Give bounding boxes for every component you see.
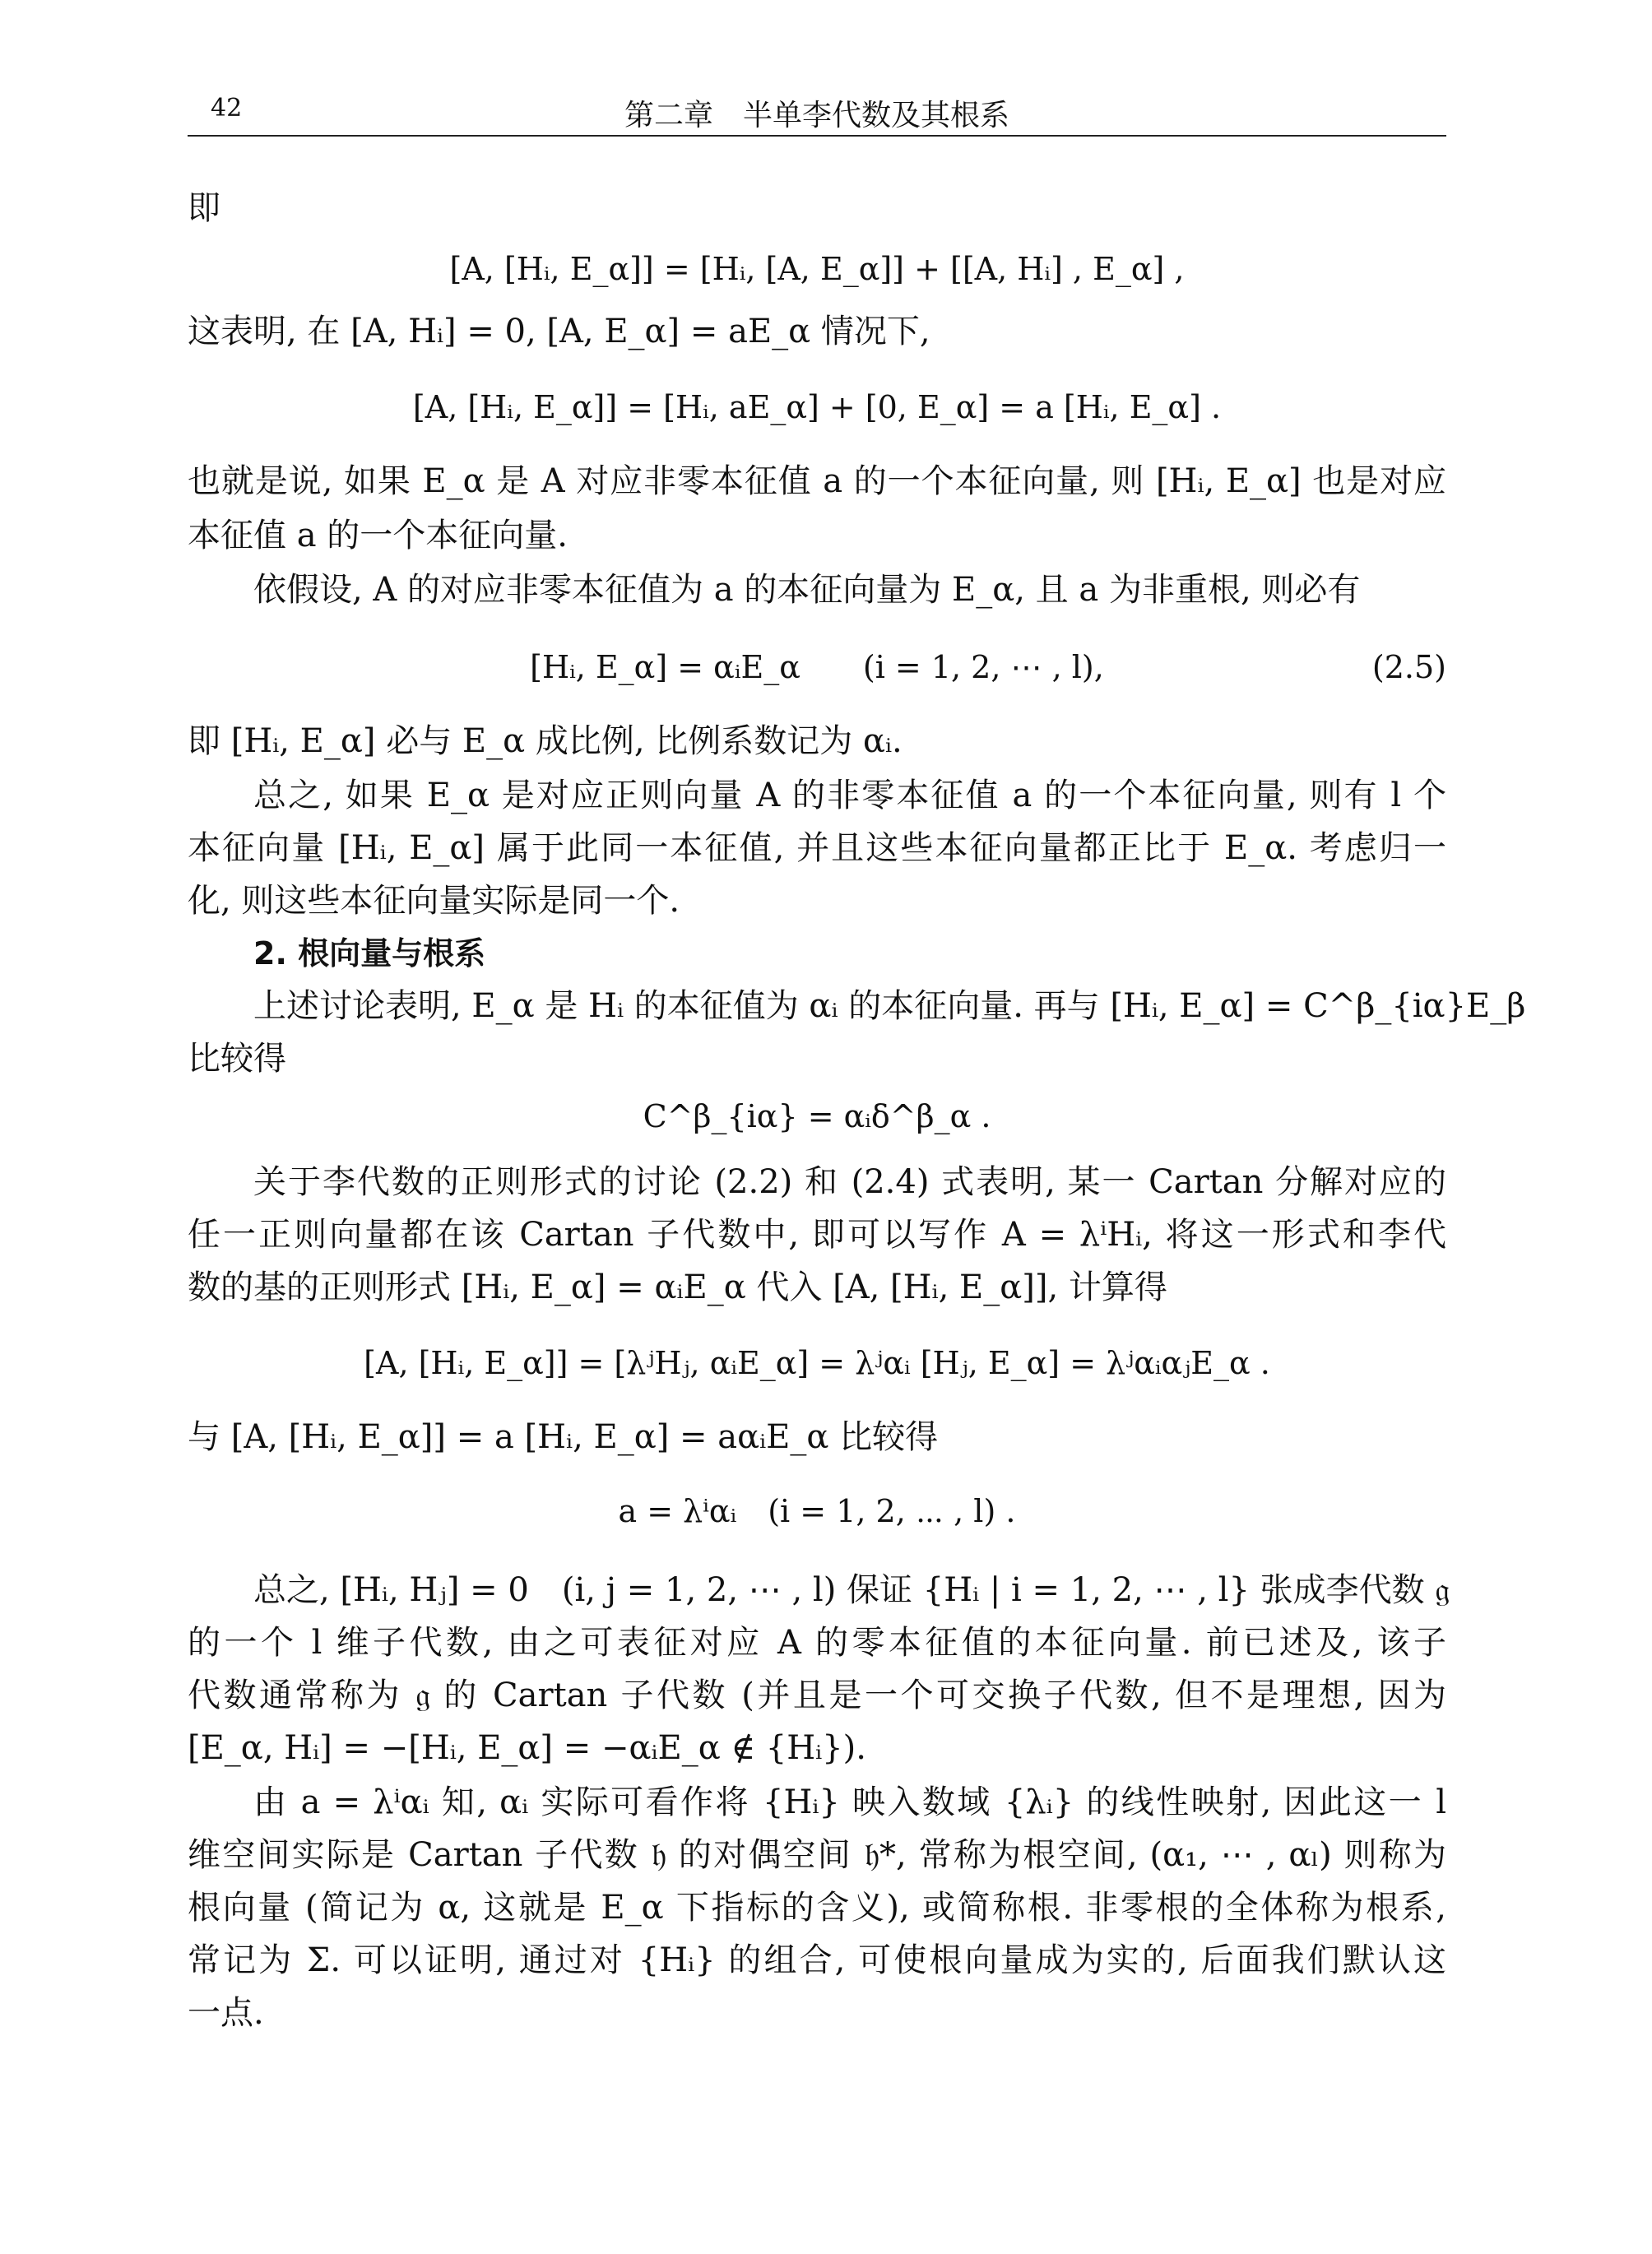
text-line: [E_α, Hᵢ] = −[Hᵢ, E_α] = −αᵢE_α ∉ {Hᵢ}).	[188, 1729, 866, 1767]
text-line: 即	[188, 189, 220, 227]
text-line: 即 [Hᵢ, E_α] 必与 E_α 成比例, 比例系数记为 αᵢ.	[188, 722, 903, 760]
text-line: 总之, 如果 E_α 是对应正则向量 A 的非零本征值 a 的一个本征向量, 则有 l 个	[253, 777, 1446, 814]
text-line: 由 a = λⁱαᵢ 知, αᵢ 实际可看作将 {Hᵢ} 映入数域 {λᵢ} 的线性映射, 因此这一 l	[253, 1783, 1446, 1821]
equation: C^β_{iα} = αᵢδ^β_α .	[643, 1098, 991, 1134]
running-header	[188, 89, 1446, 137]
equation: [A, [Hᵢ, E_α]] = [λʲHⱼ, αᵢE_α] = λʲαᵢ [Hⱼ, E_α] = λʲαᵢαⱼE_α .	[364, 1345, 1270, 1381]
text-line: 代数通常称为 𝔤 的 Cartan 子代数 (并且是一个可交换子代数, 但不是理想, 因为	[188, 1677, 1446, 1714]
equation: [A, [Hᵢ, E_α]] = [Hᵢ, aE_α] + [0, E_α] = a [Hᵢ, E_α] .	[412, 389, 1222, 425]
text-line: 本征向量 [Hᵢ, E_α] 属于此同一本征值, 并且这些本征向量都正比于 E_α. 考虑归一	[188, 829, 1446, 867]
chapter-title: 第二章 半单李代数及其根系	[624, 99, 1009, 132]
text-line: 的一个 l 维子代数, 由之可表征对应 A 的零本征值的本征向量. 前已述及, 该子	[188, 1624, 1446, 1662]
text-line: 总之, [Hᵢ, Hⱼ] = 0 (i, j = 1, 2, ⋯ , l) 保证 {Hᵢ | i = 1, 2, ⋯ , l} 张成李代数 𝔤	[253, 1571, 1450, 1609]
text-line: 常记为 Σ. 可以证明, 通过对 {Hᵢ} 的组合, 可使根向量成为实的, 后面我们默认这	[188, 1941, 1446, 1979]
text-line: 维空间实际是 Cartan 子代数 𝔥 的对偶空间 𝔥*, 常称为根空间, (α₁, ⋯ , αₗ) 则称为	[188, 1836, 1446, 1874]
equation-number: (2.5)	[1371, 649, 1446, 685]
text-line: 数的基的正则形式 [Hᵢ, E_α] = αᵢE_α 代入 [A, [Hᵢ, E_α]], 计算得	[188, 1268, 1167, 1306]
text-line: 化, 则这些本征向量实际是同一个.	[188, 882, 680, 920]
equation: a = λⁱαᵢ (i = 1, 2, ⋯ , l) .	[618, 1493, 1016, 1529]
page-number: 42	[211, 94, 243, 123]
text-line: 依假设, A 的对应非零本征值为 a 的本征向量为 E_α, 且 a 为非重根, 则必有	[253, 571, 1361, 609]
text-line: 根向量 (简记为 α, 这就是 E_α 下指标的含义), 或简称根. 非零根的全体称为根系,	[188, 1889, 1446, 1927]
text-line: 本征值 a 的一个本征向量.	[188, 517, 568, 554]
text-line: 这表明, 在 [A, Hᵢ] = 0, [A, E_α] = aE_α 情况下,	[188, 313, 930, 350]
text-line: 也就是说, 如果 E_α 是 A 对应非零本征值 a 的一个本征向量, 则 [Hᵢ, E_α] 也是对应	[188, 462, 1446, 500]
text-line: 关于李代数的正则形式的讨论 (2.2) 和 (2.4) 式表明, 某一 Cartan 分解对应的	[253, 1163, 1446, 1201]
text-line: 上述讨论表明, E_α 是 Hᵢ 的本征值为 αᵢ 的本征向量. 再与 [Hᵢ, E_α] = C^β_{iα}E_β	[253, 987, 1526, 1025]
text-line: 与 [A, [Hᵢ, E_α]] = a [Hᵢ, E_α] = aαᵢE_α 比较得	[188, 1418, 939, 1456]
equation: [Hᵢ, E_α] = αᵢE_α (i = 1, 2, ⋯ , l),	[530, 649, 1104, 685]
section-heading: 2. 根向量与根系	[253, 935, 486, 972]
text-line: 比较得	[188, 1040, 286, 1078]
equation: [A, [Hᵢ, E_α]] = [Hᵢ, [A, E_α]] + [[A, Hᵢ] , E_α] ,	[449, 251, 1185, 287]
text-line: 任一正则向量都在该 Cartan 子代数中, 即可以写作 A = λⁱHᵢ, 将这一形式和李代	[188, 1216, 1446, 1254]
text-line: 一点.	[188, 1994, 264, 2032]
